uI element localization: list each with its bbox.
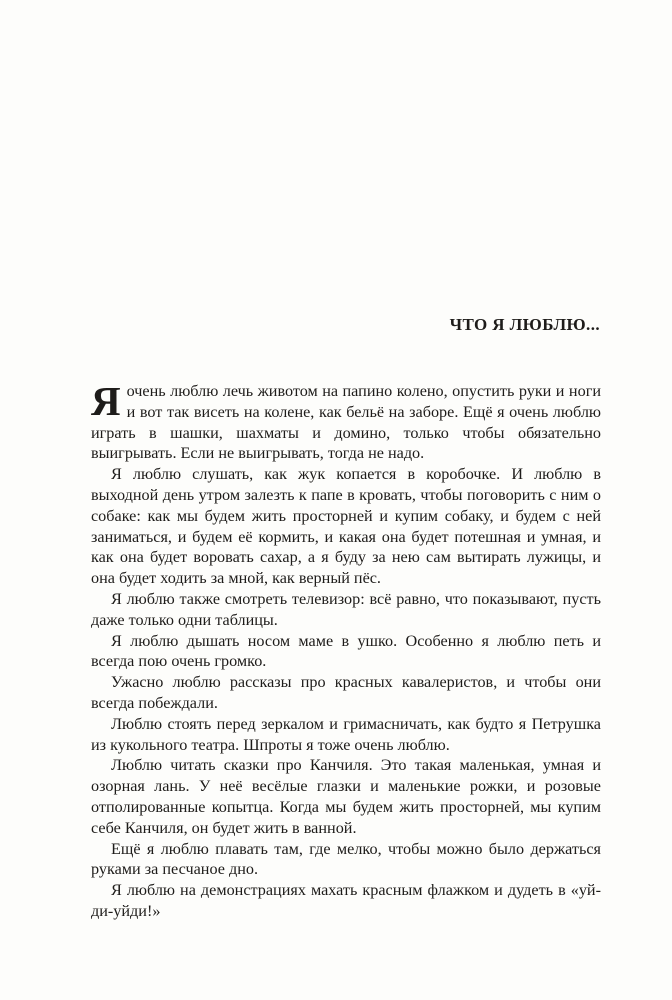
paragraph-1-text: очень люблю лечь животом на папино колено, опустить руки и ноги и вот так висеть на колене, как бельё на заборе. Ещё я очень люблю играть в шашки, шахматы и домино, только чтобы обязательно выигрывать. Если не выигрывать, тогда не надо. xyxy=(91,382,601,463)
paragraph-5: Ужасно люблю рассказы про красных кавалеристов, и чтобы они всегда побеждали. xyxy=(91,673,601,712)
paragraph-6: Люблю стоять перед зеркалом и гримасничать, как будто я Петрушка из кукольного театра. Шпроты я тоже очень люблю. xyxy=(91,714,601,754)
drop-cap: Я xyxy=(91,378,121,424)
paragraph-1 xyxy=(91,378,601,464)
chapter-text xyxy=(91,378,601,922)
paragraph-2: Я люблю слушать, как жук копается в коробочке. И люблю в выходной день утром залезть к папе в кровать, чтобы поговорить с ним о собаке: как мы будем жить просторней и купим собаку, и будем с ней заниматься, и будем её кормить, и какая она будет потешная и умная, и как она будет воровать сахар, а я буду за нею сам вытирать лужицы, и она будет ходить за мной, как верный пёс. xyxy=(91,465,601,588)
paragraph-3: Я люблю также смотреть телевизор: всё равно, что показывают, пусть даже только одни таблицы. xyxy=(91,589,601,629)
chapter-title: ЧТО Я ЛЮБЛЮ... xyxy=(449,315,600,334)
paragraph-9: Я люблю на демонстрациях махать красным флажком и дудеть в «уй-ди-уйди!» xyxy=(91,881,601,920)
paragraph-8: Ещё я люблю плавать там, где мелко, чтобы можно было держаться руками за песчаное дно. xyxy=(91,839,601,879)
paragraph-7: Люблю читать сказки про Канчиля. Это такая маленькая, умная и озорная лань. У неё весёлые глазки и маленькие рожки, и розовые отполированные копытца. Когда мы будем жить просторней, мы купим себе Канчиля, он будет жить в ванной. xyxy=(91,756,601,837)
paragraph-4: Я люблю дышать носом маме в ушко. Особенно я люблю петь и всегда пою очень громко. xyxy=(91,631,601,671)
